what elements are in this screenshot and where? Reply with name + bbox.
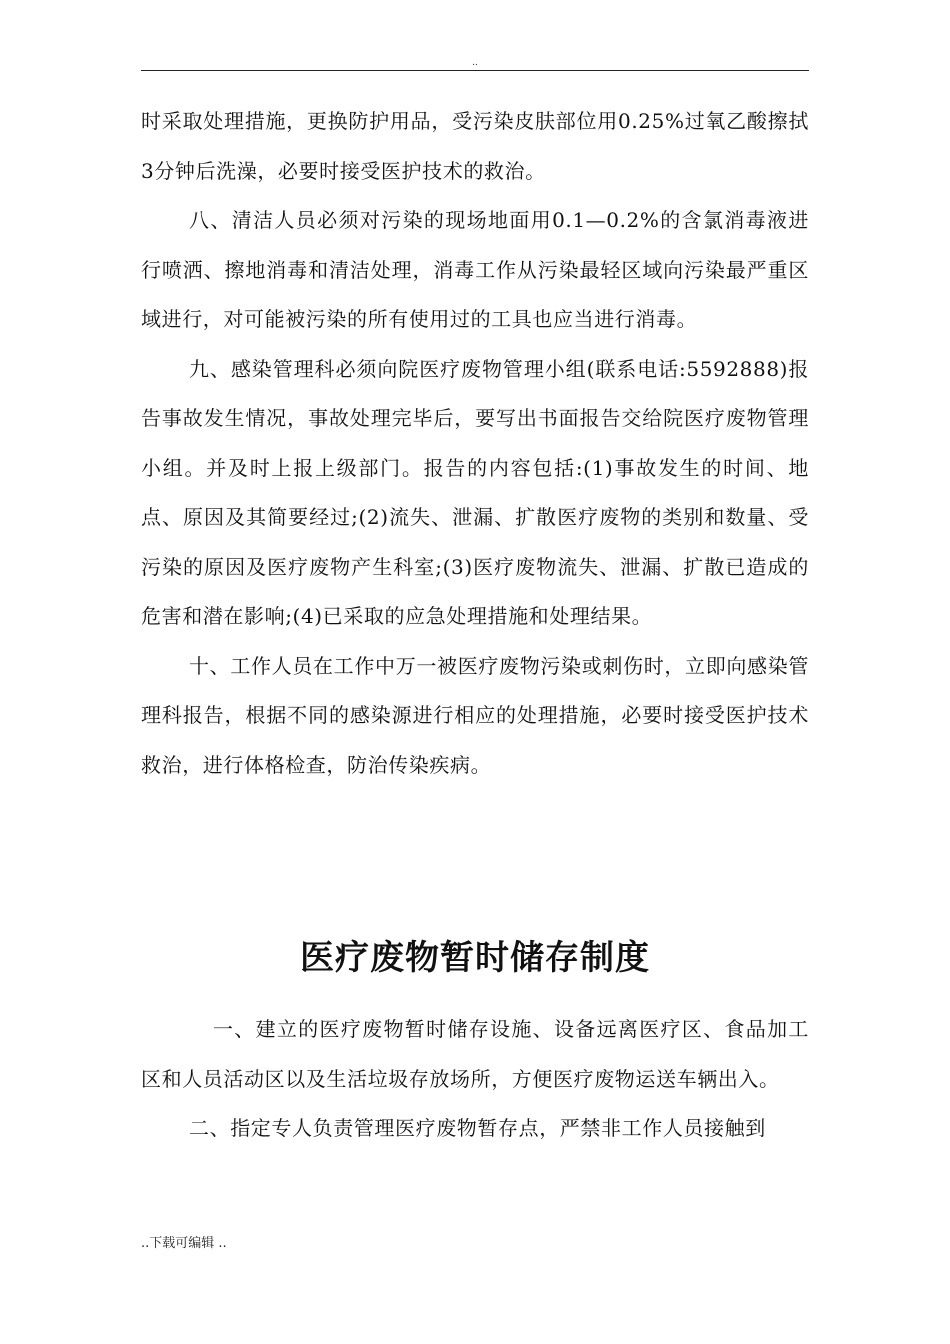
header-mark: ..: [472, 58, 478, 68]
paragraph-item-10: 十、工作人员在工作中万一被医疗废物污染或刺伤时，立即向感染管理科报告，根据不同的感染源进行相应的处理措施，必要时接受医护技术救治，进行体格检查，防治传染疾病。: [141, 653, 809, 777]
previous-section-body: [141, 97, 809, 790]
paragraph-item-8: 八、清洁人员必须对污染的现场地面用0.1—0.2%的含氯消毒液进行喷洒、擦地消毒和清洁处理，消毒工作从污染最轻区域向污染最严重区域进行，对可能被污染的所有使用过的工具也应当进行消毒。: [141, 208, 809, 331]
paragraph-item-2: 二、指定专人负责管理医疗废物暂存点，严禁非工作人员接触到: [189, 1116, 766, 1140]
section-title: 医疗废物暂时储存制度: [300, 938, 650, 978]
header-rule: [141, 70, 809, 71]
paragraph-continuation: 时采取处理措施，更换防护用品，受污染皮肤部位用0.25%过氧乙酸擦拭3分钟后洗澡，必要时接受医护技术的救治。: [141, 109, 809, 183]
paragraph-item-9: 九、感染管理科必须向院医疗废物管理小组(联系电话:5592888)报告事故发生情况，事故处理完毕后，要写出书面报告交给院医疗废物管理小组。并及时上报上级部门。报告的内容包括:(1)事故发生的时间、地点、原因及其简要经过;(2)流失、泄漏、扩散医疗废物的类别和数量、受污染的原因及医疗废物产生科室;(3)医疗废物流失、泄漏、扩散已造成的危害和潜在影响;(4)已采取的应急处理措施和处理结果。: [141, 356, 809, 628]
paragraph-item-1: 一、建立的医疗废物暂时储存设施、设备远离医疗区、食品加工区和人员活动区以及生活垃圾存放场所，方便医疗废物运送车辆出入。: [141, 1017, 809, 1091]
storage-policy-body: [141, 1005, 809, 1154]
footer-note: ..下载可编辑 ..: [141, 1236, 227, 1251]
